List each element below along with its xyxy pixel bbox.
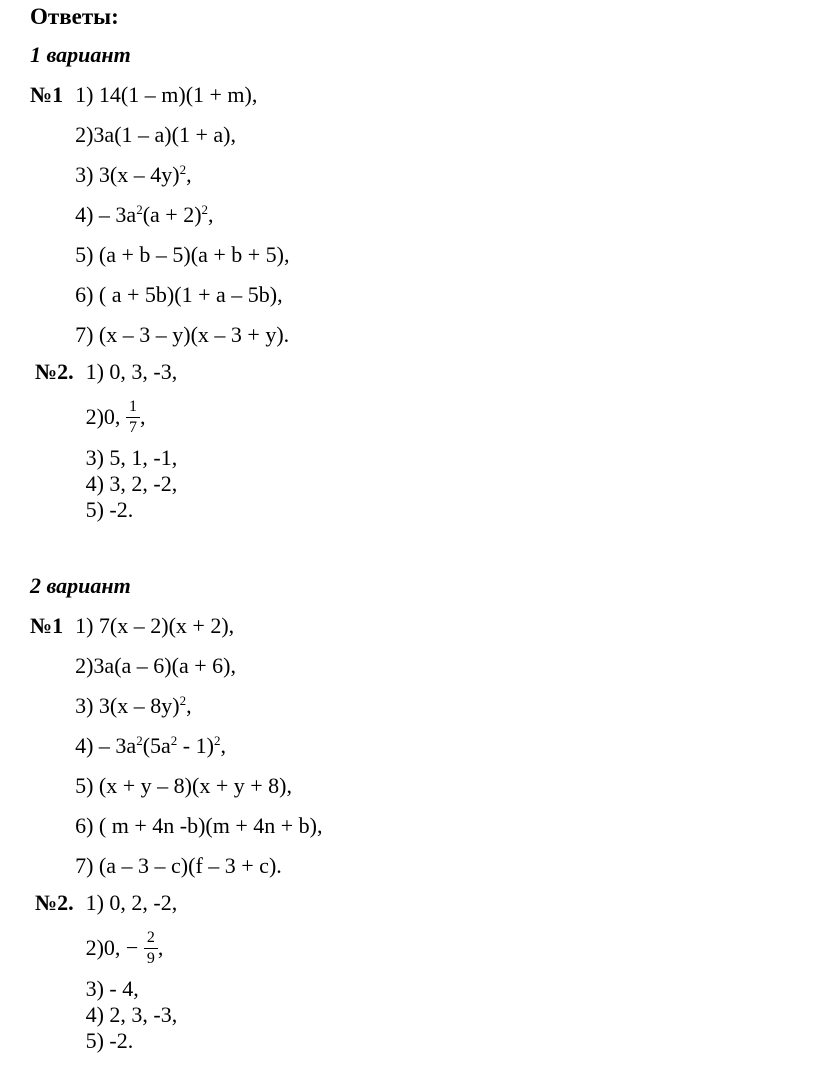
answer-line <box>86 976 796 1002</box>
answer-line <box>75 726 796 766</box>
page-title: Ответы: <box>30 4 119 29</box>
fraction-numerator: 2 <box>144 929 158 949</box>
answer-list <box>75 606 796 886</box>
answer-text: 3) 3(x – 8y) <box>75 693 180 718</box>
problem-number-label: №1 <box>30 613 64 638</box>
fraction <box>144 929 158 968</box>
answer-text: 2)0, − <box>85 935 144 960</box>
fraction-numerator: 1 <box>126 398 140 418</box>
answer-line <box>86 445 796 471</box>
answer-text: 5) (a + b – 5)(a + b + 5), <box>75 242 290 267</box>
answer-text: , <box>157 935 164 960</box>
variant-1-heading: 1 вариант <box>30 42 131 67</box>
answer-text: , <box>220 733 226 758</box>
answer-line <box>86 886 796 920</box>
variant-2-problem-1 <box>30 606 796 886</box>
problem-number-label: №2. <box>35 890 74 915</box>
answer-line <box>75 606 796 646</box>
answer-line <box>75 75 796 115</box>
answer-text: 1) 0, 3, -3, <box>85 359 178 384</box>
answer-line <box>75 686 796 726</box>
answer-line <box>75 195 796 235</box>
exponent: 2 <box>136 733 143 748</box>
answer-text: , <box>186 693 192 718</box>
answer-text: 3) 3(x – 4y) <box>75 162 180 187</box>
answer-text: 4) – 3a <box>75 733 137 758</box>
variant-2-problem-2 <box>30 886 796 1054</box>
answer-text: , <box>186 162 192 187</box>
answer-text: 1) 0, 2, -2, <box>85 890 178 915</box>
answer-line <box>86 1002 796 1028</box>
answer-line <box>75 115 796 155</box>
problem-number-label: №1 <box>30 82 64 107</box>
answer-line <box>75 766 796 806</box>
answer-text: 1) 7(x – 2)(x + 2), <box>75 613 235 638</box>
answer-line <box>86 497 796 523</box>
answer-text: , <box>208 202 214 227</box>
answer-list <box>86 886 796 1054</box>
fraction-denominator: 9 <box>146 949 155 967</box>
answer-line <box>75 806 796 846</box>
answer-line <box>75 646 796 686</box>
answer-text: 7) (a – 3 – c)(f – 3 + c). <box>75 853 282 878</box>
fraction-denominator: 7 <box>128 418 137 436</box>
exponent: 2 <box>136 202 143 217</box>
answer-text: 6) ( m + 4n -b)(m + 4n + b), <box>75 813 323 838</box>
answer-line <box>75 846 796 886</box>
exponent: 2 <box>213 733 221 748</box>
answer-text: 3) - 4, <box>85 976 139 1001</box>
answer-text: 4) 3, 2, -2, <box>85 471 178 496</box>
problem-number-label: №2. <box>35 359 74 384</box>
answer-text: 5) (x + y – 8)(x + y + 8), <box>75 773 292 798</box>
answer-text: 6) ( a + 5b)(1 + a – 5b), <box>75 282 283 307</box>
answer-line <box>86 1028 796 1054</box>
answer-line-with-fraction <box>86 389 796 445</box>
answer-list <box>75 75 796 355</box>
exponent: 2 <box>179 162 187 177</box>
answer-text: 2)3a(1 – a)(1 + a), <box>75 122 236 147</box>
answer-line-with-fraction <box>86 920 796 976</box>
answer-text: 4) 2, 3, -3, <box>85 1002 178 1027</box>
answer-text: 2)0, <box>85 404 126 429</box>
exponent: 2 <box>170 733 178 748</box>
answer-line <box>75 315 796 355</box>
answer-text: 3) 5, 1, -1, <box>85 445 178 470</box>
variant-1-problem-1 <box>30 75 796 355</box>
answer-line <box>75 235 796 275</box>
answer-text: (5a <box>142 733 171 758</box>
answer-text: 2)3a(a – 6)(a + 6), <box>75 653 236 678</box>
answer-text: , <box>139 404 146 429</box>
answer-text: 1) 14(1 – m)(1 + m), <box>75 82 258 107</box>
exponent: 2 <box>179 693 187 708</box>
fraction <box>126 398 140 437</box>
variant-2-heading: 2 вариант <box>30 573 131 598</box>
exponent: 2 <box>201 202 209 217</box>
answer-list <box>86 355 796 523</box>
answer-text: 5) -2. <box>85 1028 134 1053</box>
answer-line <box>86 471 796 497</box>
answer-line <box>86 355 796 389</box>
answer-text: 7) (x – 3 – y)(x – 3 + y). <box>75 322 290 347</box>
answer-text: 5) -2. <box>85 497 134 522</box>
variant-1-problem-2 <box>30 355 796 523</box>
answer-text: 4) – 3a <box>75 202 137 227</box>
answer-text: (a + 2) <box>142 202 202 227</box>
answer-line <box>75 155 796 195</box>
answer-line <box>75 275 796 315</box>
answer-text: - 1) <box>177 733 214 758</box>
